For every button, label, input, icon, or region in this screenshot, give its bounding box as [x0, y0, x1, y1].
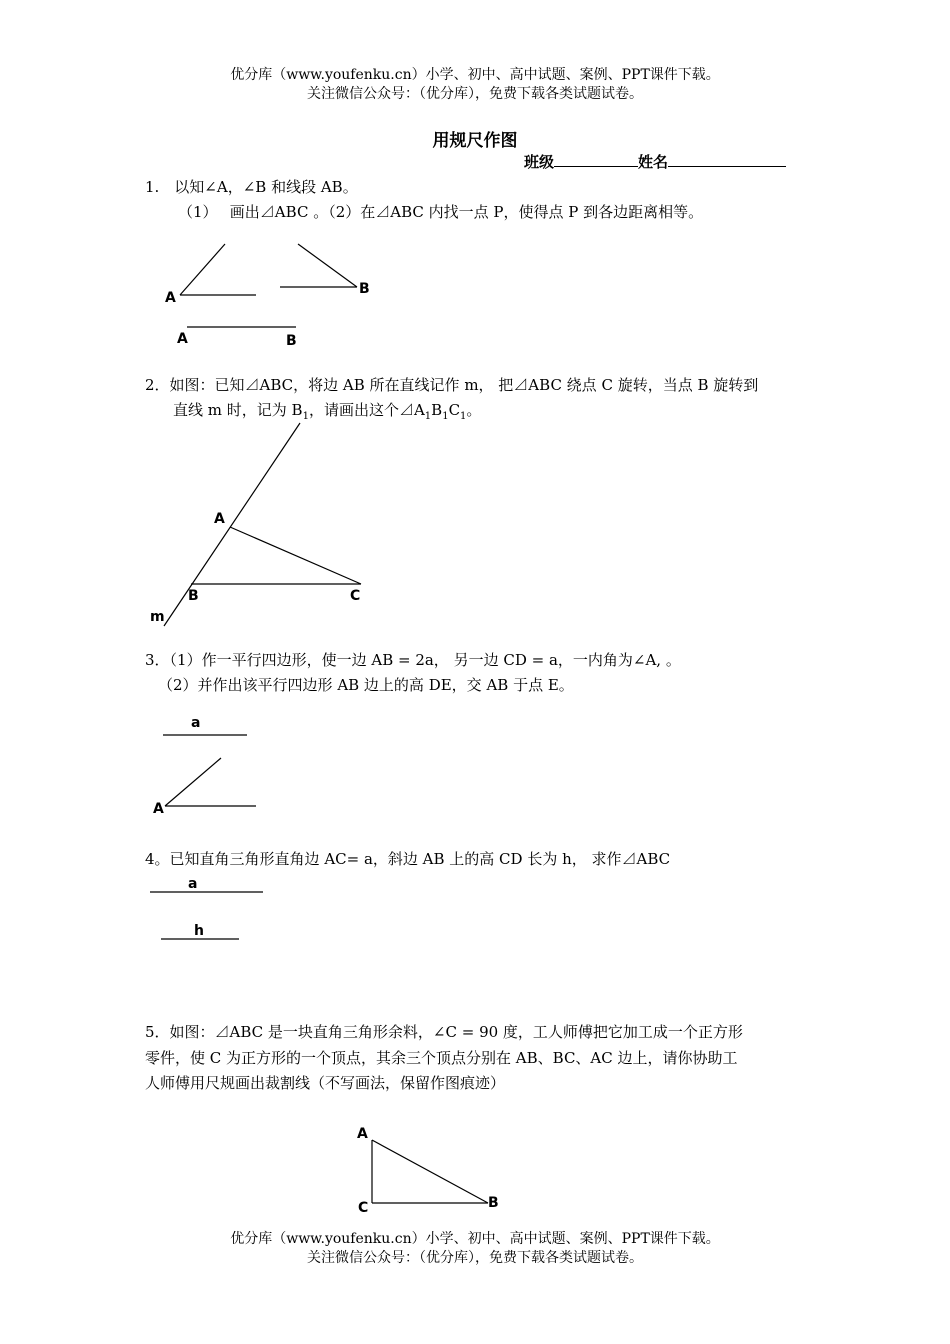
q1-label-b1: B — [359, 281, 370, 297]
q3-text: 3．（1）作一平行四边形，使一边 AB = 2a， 另一边 CD = a，一内角为∠A, 。 — [145, 651, 681, 669]
q2-text-line-2: 直线 m 时，记为 $B_1$，请画出这个$⊿A_1B_1C_1$。 — [173, 401, 482, 422]
q5-text-line-2: 零件，使 C 为正方形的一个顶点，其余三个顶点分别在 AB、BC、AC 边上，请你协助工 — [145, 1049, 738, 1067]
q1-text: 1. 以知∠A，∠B 和线段 AB。 — [145, 178, 358, 196]
q5-label-c: C — [358, 1200, 369, 1216]
q1-label-a1: A — [165, 290, 176, 306]
name-label: 姓名 — [638, 153, 669, 171]
q5-text-line-3: 人师傅用尺规画出裁割线（不写画法，保留作图痕迹） — [145, 1074, 506, 1092]
q4-text: 4。已知直角三角形直角边 AC= a，斜边 AB 上的高 CD 长为 h， 求作⊿ABC — [145, 850, 671, 868]
q4-label-a: a — [188, 876, 198, 892]
q5-label-a: A — [357, 1126, 368, 1142]
q2-text: 2．如图：已知⊿ABC，将边 AB 所在直线记作 m， 把⊿ABC 绕点 C 旋转，当点 B 旋转到 — [145, 376, 759, 394]
q5-side-ab — [372, 1140, 488, 1203]
q2-label-a: A — [214, 511, 225, 527]
class-label: 班级 — [524, 153, 555, 171]
q3-label-a-segment: a — [191, 715, 201, 731]
q1-label-b2: B — [286, 333, 297, 349]
q1-label-a2: A — [177, 331, 188, 347]
q2-label-b: B — [188, 588, 199, 604]
q5-label-b: B — [488, 1195, 499, 1211]
header-line-1: 优分库（www.youfenku.cn）小学、初中、高中试题、案例、PPT课件下载。 — [230, 67, 720, 83]
page-title: 用规尺作图 — [432, 131, 518, 151]
header-line-2: 关注微信公众号：（优分库），免费下载各类试题试卷。 — [307, 86, 643, 102]
q3-subtext: （2）并作出该平行四边形 AB 边上的高 DE，交 AB 于点 E。 — [158, 676, 574, 694]
q2-label-c: C — [350, 588, 361, 604]
q2-label-m: m — [150, 609, 165, 625]
q5-text-line-1: 5．如图：⊿ABC 是一块直角三角形余料，∠C = 90 度，工人师傅把它加工成一个正方形 — [145, 1023, 743, 1041]
q3-label-a-angle: A — [153, 801, 164, 817]
footer-line-2: 关注微信公众号：（优分库），免费下载各类试题试卷。 — [307, 1250, 643, 1266]
q4-label-h: h — [194, 923, 204, 939]
q1-subtext: （1） 画出⊿ABC 。（2）在⊿ABC 内找一点 P，使得点 P 到各边距离相等。 — [178, 203, 704, 221]
footer-line-1: 优分库（www.youfenku.cn）小学、初中、高中试题、案例、PPT课件下载。 — [230, 1231, 720, 1247]
